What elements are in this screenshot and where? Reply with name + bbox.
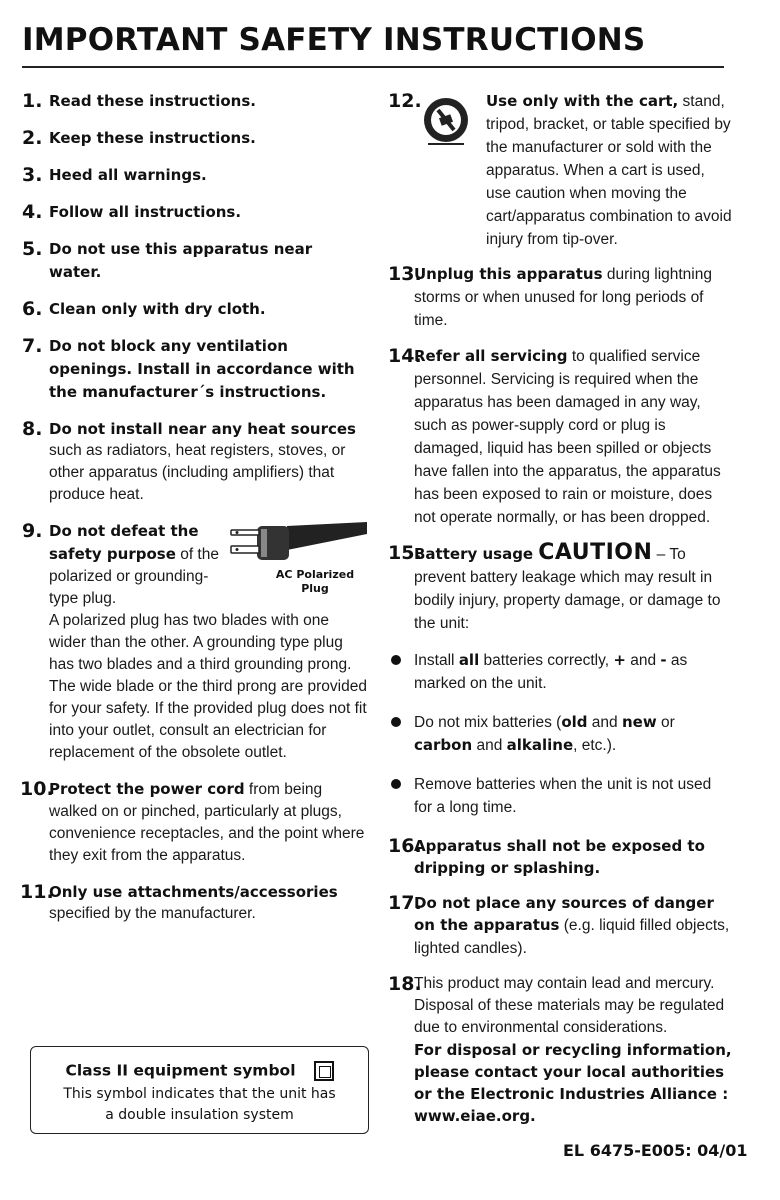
instruction-1: [22, 90, 367, 113]
item-number: 11.: [20, 881, 54, 903]
item-heading: Do not block any ventilation openings. Install in accordance with the manufacturer´s instructions.: [49, 337, 355, 401]
instruction-14: [388, 345, 733, 529]
document-code: EL 6475-E005: 04/01: [563, 1141, 748, 1160]
instruction-3: [22, 164, 367, 187]
item-text: – To prevent battery leakage which may result in bodily injury, property damage, or damage to the unit:: [414, 546, 721, 632]
instruction-4: [22, 201, 367, 224]
item-text: from being walked on or pinched, particularly at plugs, convenience receptacles, and the point where they exit from the apparatus.: [49, 781, 365, 864]
battery-bullet-2: Do not mix batteries (old and new or carbon and alkaline, etc.).: [388, 711, 733, 757]
item-heading: Read these instructions.: [49, 92, 256, 110]
item-heading: Do not defeat the safety purpose: [49, 522, 199, 563]
item-text: such as radiators, heat registers, stoves, or other apparatus (including amplifiers) that produce heat.: [49, 442, 346, 503]
item-number: 8.: [22, 418, 43, 440]
ac-plug-illustration: [227, 520, 367, 598]
instruction-7: [22, 335, 367, 404]
page-title: IMPORTANT SAFETY INSTRUCTIONS: [22, 22, 646, 58]
battery-bullet-3: Remove batteries when the unit is not used for a long time.: [388, 773, 733, 819]
bullet-dot: [391, 779, 401, 789]
item-heading: Apparatus shall not be exposed to dripping or splashing.: [414, 837, 705, 877]
item-heading: Battery usage: [414, 545, 534, 563]
instruction-11: [22, 881, 367, 925]
item-number: 4.: [22, 201, 43, 223]
left-column: [22, 90, 367, 939]
recycling-info: For disposal or recycling information, please contact your local authorities or the Electronic Industries Alliance : www.eiae.org.: [414, 1041, 732, 1125]
caution-label: CAUTION: [538, 540, 653, 565]
battery-bullet-1: Install all batteries correctly, + and - as marked on the unit.: [388, 649, 733, 695]
no-cart-tipover-icon: [418, 94, 474, 150]
instruction-13: [388, 263, 733, 332]
item-number: 13.: [388, 263, 422, 285]
title-divider: [22, 66, 724, 68]
item-heading: Do not place any sources of danger on the apparatus: [414, 894, 714, 934]
instruction-5: [22, 238, 367, 284]
double-insulation-icon: [314, 1061, 334, 1081]
item-number: 1.: [22, 90, 43, 112]
item-text: of the polarized or grounding-type plug.: [49, 546, 219, 607]
right-column: [388, 90, 733, 1140]
item-number: 15.: [388, 542, 422, 564]
instruction-8: [22, 418, 367, 506]
item-heading: Heed all warnings.: [49, 166, 207, 184]
item-number: 12.: [388, 90, 422, 112]
item-number: 2.: [22, 127, 43, 149]
item-heading: Clean only with dry cloth.: [49, 300, 266, 318]
item-number: 14.: [388, 345, 422, 367]
class-ii-description: This symbol indicates that the unit has a double insulation system: [63, 1086, 336, 1123]
item-text: (e.g. liquid filled objects, lighted candles).: [414, 917, 730, 957]
item-number: 5.: [22, 238, 43, 260]
item-heading: Refer all servicing: [414, 347, 568, 365]
instruction-12: [388, 90, 733, 251]
item-text: This product may contain lead and mercury. Disposal of these materials may be regulated due to environmental considerations.: [414, 975, 725, 1036]
instruction-2: [22, 127, 367, 150]
instruction-6: [22, 298, 367, 321]
plug-caption: AC Polarized Plug: [275, 568, 355, 595]
instruction-9: [22, 520, 367, 764]
class-ii-title: Class II equipment symbol: [31, 1061, 368, 1081]
item-text: stand, tripod, bracket, or table specified by the manufacturer or sold with the apparatus. When a cart is used, use caution when moving the cart/apparatus combination to avoid injury from tip-over.: [486, 93, 732, 248]
item-number: 9.: [22, 520, 43, 542]
item-heading: Follow all instructions.: [49, 203, 242, 221]
class-ii-symbol-box: [30, 1046, 369, 1134]
item-heading: Protect the power cord: [49, 780, 245, 798]
item-heading: Only use attachments/accessories: [49, 883, 338, 901]
ac-plug-icon: [227, 520, 367, 570]
item-text: to qualified service personnel. Servicing is required when the apparatus has been damaged in any way, such as power-supply cord or plug is damaged, liquid has been spilled or objects have fallen into the apparatus, the apparatus has been exposed to rain or moisture, does not operate normally, or has been dropped.: [414, 348, 721, 526]
instruction-10: [22, 778, 367, 867]
item-text: during lightning storms or when unused for long periods of time.: [414, 266, 712, 329]
item-number: 17.: [388, 892, 422, 914]
item-text: A polarized plug has two blades with one wider than the other. A grounding type plug has two blades and a third grounding prong. The wide blade or the third prong are provided for your safety. If the provided plug does not fit into your outlet, consult an electrician for replacement of the obsolete outlet.: [49, 612, 367, 761]
item-text: specified by the manufacturer.: [49, 905, 256, 922]
item-heading: Use only with the cart,: [486, 92, 679, 110]
bullet-dot: [391, 717, 401, 727]
instruction-17: [388, 892, 733, 960]
item-heading: Unplug this apparatus: [414, 265, 603, 283]
instruction-18: [388, 973, 733, 1127]
instruction-15: [388, 542, 733, 635]
item-number: 10.: [20, 778, 54, 800]
item-heading: Do not use this apparatus near water.: [49, 240, 313, 281]
instruction-16: [388, 835, 733, 879]
bullet-dot: [391, 655, 401, 665]
item-number: 18.: [388, 973, 422, 995]
item-number: 3.: [22, 164, 43, 186]
item-heading: Keep these instructions.: [49, 129, 256, 147]
item-number: 16.: [388, 835, 422, 857]
item-heading: Do not install near any heat sources: [49, 420, 356, 438]
item-number: 7.: [22, 335, 43, 357]
item-number: 6.: [22, 298, 43, 320]
